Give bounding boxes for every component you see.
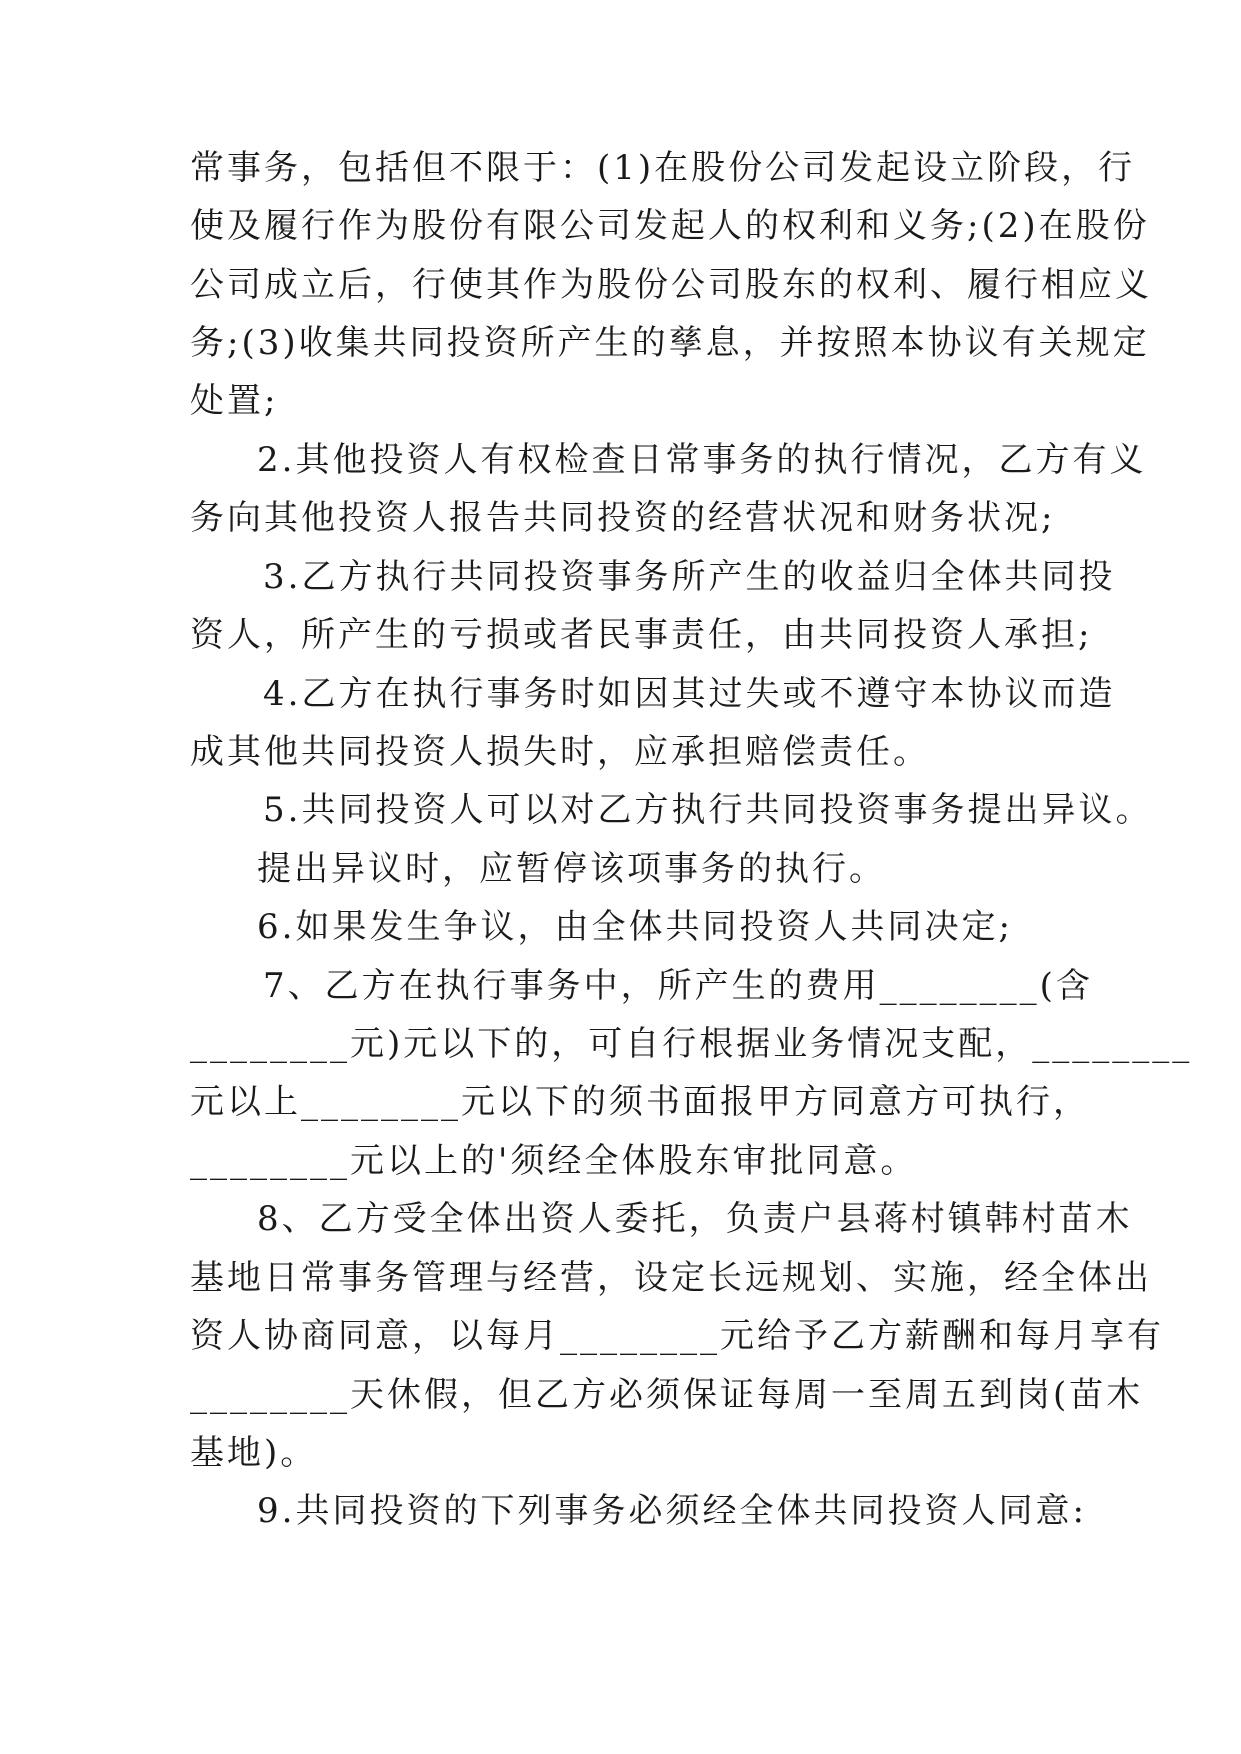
text-line-13: 提出异议时，应暂停该项事务的执行。 xyxy=(257,849,886,889)
text-line-1: 常事务，包括但不限于：(1)在股份公司发起设立阶段，行 xyxy=(190,148,1136,188)
text-line-11: 成其他共同投资人损失时，应承担赔偿责任。 xyxy=(190,732,930,772)
text-line-8: 3.乙方执行共同投资事务所产生的收益归全体共同投 xyxy=(263,557,1116,597)
text-line-9: 资人，所产生的亏损或者民事责任，由共同投资人承担; xyxy=(190,615,1093,655)
text-line-12: 5.共同投资人可以对乙方执行共同投资事务提出异议。 xyxy=(263,790,1153,830)
text-line-4: 务;(3)收集共同投资所产生的孳息，并按照本协议有关规定 xyxy=(190,323,1150,363)
text-line-22: ________天休假，但乙方必须保证每周一至周五到岗(苗木 xyxy=(190,1375,1144,1415)
text-line-24: 9.共同投资的下列事务必须经全体共同投资人同意: xyxy=(257,1491,1087,1531)
text-line-2: 使及履行作为股份有限公司发起人的权利和义务;(2)在股份 xyxy=(190,206,1150,246)
text-line-17: 元以上________元以下的须书面报甲方同意方可执行， xyxy=(190,1082,1090,1122)
text-line-21: 资人协商同意，以每月________元给予乙方薪酬和每月享有 xyxy=(190,1316,1164,1356)
text-line-10: 4.乙方在执行事务时如因其过失或不遵守本协议而造 xyxy=(263,674,1116,714)
text-line-15: 7、乙方在执行事务中，所产生的费用________(含 xyxy=(263,966,1093,1006)
text-line-18: ________元以上的'须经全体股东审批同意。 xyxy=(190,1141,918,1181)
text-line-5: 处置; xyxy=(190,381,279,421)
text-line-23: 基地)。 xyxy=(190,1433,318,1473)
text-line-16: ________元)元以下的，可自行根据业务情况支配，________ xyxy=(190,1024,1193,1064)
text-line-7: 务向其他投资人报告共同投资的经营状况和财务状况; xyxy=(190,498,1056,538)
text-line-19: 8、乙方受全体出资人委托，负责户县蒋村镇韩村苗木 xyxy=(257,1199,1133,1239)
text-line-6: 2.其他投资人有权检查日常事务的执行情况，乙方有义 xyxy=(257,440,1147,480)
text-line-3: 公司成立后，行使其作为股份公司股东的权利、履行相应义 xyxy=(190,265,1152,305)
text-line-14: 6.如果发生争议，由全体共同投资人共同决定; xyxy=(257,907,1013,947)
text-line-20: 基地日常事务管理与经营，设定长远规划、实施，经全体出 xyxy=(190,1258,1152,1298)
